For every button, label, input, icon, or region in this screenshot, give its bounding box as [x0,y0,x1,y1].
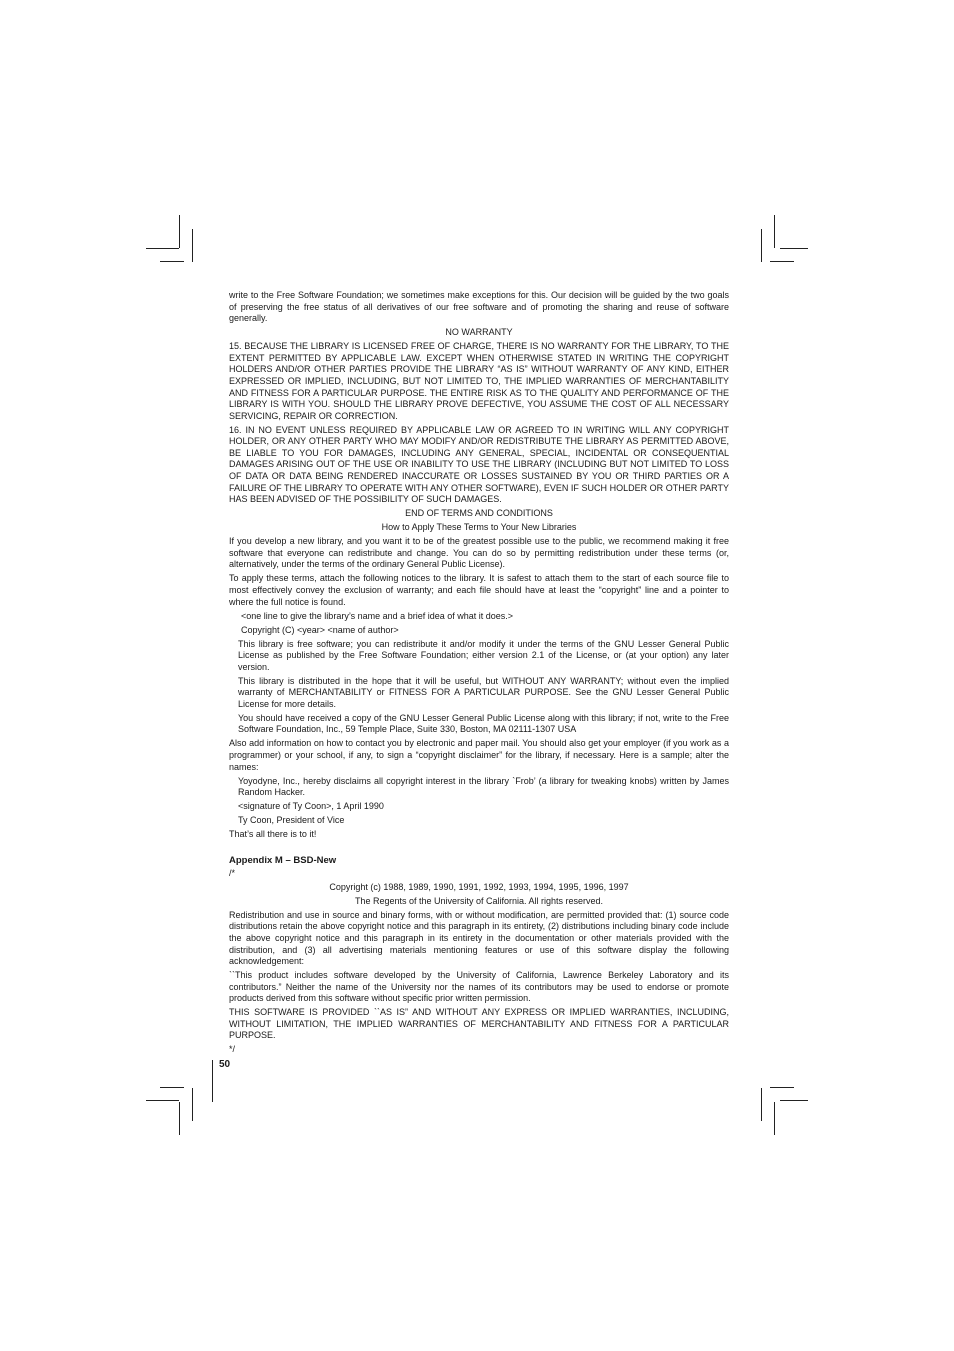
crop-mark [770,1087,794,1088]
crop-mark [192,229,193,262]
notice-line: Copyright (C) <year> <name of author> [241,624,399,635]
crop-mark [780,248,808,249]
crop-mark [770,261,794,262]
crop-mark [160,261,184,262]
notice-line: <one line to give the library’s name and a brief idea of what it does.> [241,610,514,621]
crop-mark [192,1088,193,1121]
appendix-heading: Appendix M – BSD-New [229,854,337,866]
end-of-terms-heading: END OF TERMS AND CONDITIONS [405,508,553,519]
how-to-paragraph: To apply these terms, attach the following notices to the library. It is safest to attach them to the start of each source file to most effectively convey the exclusion of warranty; and each file should have at least the “copyright” line and a pointer to where the full notice is found. [229,573,729,607]
clause-16: 16. IN NO EVENT UNLESS REQUIRED BY APPLICABLE LAW OR AGREED TO IN WRITING WILL ANY COPYRIGHT HOLDER, OR ANY OTHER PARTY WHO MAY MODIFY AND/OR REDISTRIBUTE THE LIBRARY AS PERMITTED ABOVE, BE LIABLE TO YOU FOR DAMAGES, INCLUDING ANY GENERAL, SPECIAL, INCIDENTAL OR CONSEQUENTIAL DAMAGES ARISING OUT OF THE USE OR INABILITY TO USE THE LIBRARY (INCLUDING BUT NOT LIMITED TO LOSS OF DATA OR DATA BEING RENDERED INACCURATE OR LOSSES SUSTAINED BY YOU OR THIRD PARTIES OR A FAILURE OF THE LIBRARY TO OPERATE WITH ANY OTHER SOFTWARE), EVEN IF SUCH HOLDER OR OTHER PARTY HAS BEEN ADVISED OF THE POSSIBILITY OF SUCH DAMAGES. [229,424,729,505]
notice-paragraph: This library is free software; you can redistribute it and/or modify it under the terms of the GNU Lesser General Public License as published by the Free Software Foundation; either version 2.1 of the License, or (at your option) any later version. [238,638,729,672]
crop-mark [774,215,775,248]
crop-mark [761,229,762,262]
how-to-apply-heading: How to Apply These Terms to Your New Libraries [381,522,577,533]
contact-paragraph: Also add information on how to contact you by electronic and paper mail. You should also get your employer (if you work as a programmer) or your school, if any, to sign a “copyright disclaimer” for the library, if necessary. Here is a sample; alter the names: [229,738,729,772]
clause-15: 15. BECAUSE THE LIBRARY IS LICENSED FREE OF CHARGE, THERE IS NO WARRANTY FOR THE LIBRARY, TO THE EXTENT PERMITTED BY APPLICABLE LAW. EXCEPT WHEN OTHERWISE STATED IN WRITING THE COPYRIGHT HOLDERS AND/OR OTHER PARTIES PROVIDE THE LIBRARY “AS IS” WITHOUT WARRANTY OF ANY KIND, EITHER EXPRESSED OR IMPLIED, INCLUDING, BUT NOT LIMITED TO, THE IMPLIED WARRANTIES OF MERCHANTABILITY AND FITNESS FOR A PARTICULAR PURPOSE. THE ENTIRE RISK AS TO THE QUALITY AND PERFORMANCE OF THE LIBRARY IS WITH YOU. SHOULD THE LIBRARY PROVE DEFECTIVE, YOU ASSUME THE COST OF ALL NECESSARY SERVICING, REPAIR OR CORRECTION. [229,341,729,421]
president-line: Ty Coon, President of Vice [238,815,345,826]
folio-rule [212,1060,213,1102]
notice-paragraph: This library is distributed in the hope that it will be useful, but WITHOUT ANY WARRANTY; without even the implied warranty of MERCHANTABILITY or FITNESS FOR A PARTICULAR PURPOSE. See the GNU Lesser General Public License for more details. [238,675,729,709]
comment-close: */ [229,1044,236,1055]
comment-open: /* [229,867,236,878]
crop-mark [146,1100,179,1101]
crop-mark [179,215,180,248]
regents-line: The Regents of the University of California. All rights reserved. [354,895,604,906]
warranty-disclaimer: THIS SOFTWARE IS PROVIDED ``AS IS” AND WITHOUT ANY EXPRESS OR IMPLIED WARRANTIES, INCLUDING, WITHOUT LIMITATION, THE IMPLIED WARRANTIES OF MERCHANTABILITY AND FITNESS FOR A PARTICULAR PURPOSE. [229,1007,729,1041]
lgpl-intro-paragraph: write to the Free Software Foundation; we sometimes make exceptions for this. Our decision will be guided by the two goals of preserving the free status of all derivatives of our free software and of promoting the sharing and reuse of software generally. [229,290,729,324]
copyright-line: Copyright (c) 1988, 1989, 1990, 1991, 1992, 1993, 1994, 1995, 1996, 1997 [329,881,629,892]
crop-mark [761,1088,762,1121]
sample-disclaimer: Yoyodyne, Inc., hereby disclaims all copyright interest in the library `Frob’ (a library for tweaking knobs) written by James Random Hacker. [238,775,729,798]
redistribution-paragraph: Redistribution and use in source and binary forms, with or without modification, are permitted provided that: (1) source code distributions retain the above copyright notice and this paragraph in its entirety, (2) distributions including binary code include the above copyright notice and this paragraph in its entirety in the documentation or other materials provided with the distribution, and (3) all advertising materials mentioning features or use of this software display the following acknowledgement: [229,909,729,967]
signature-line: <signature of Ty Coon>, 1 April 1990 [238,801,384,812]
no-warranty-heading: NO WARRANTY [445,327,513,338]
acknowledgement-paragraph: ``This product includes software developed by the University of California, Lawrence Berkeley Laboratory and its contributors.” Neither the name of the University nor the names of its contributors may be used to endorse or promote products derived from this software without specific prior written permission. [229,970,729,1004]
crop-mark [146,248,179,249]
crop-mark [179,1102,180,1135]
notice-paragraph: You should have received a copy of the GNU Lesser General Public License along with this library; if not, write to the Free Software Foundation, Inc., 59 Temple Place, Suite 330, Boston, MA 02111-1307 USA [238,712,729,735]
closing-line: That’s all there is to it! [229,829,317,840]
page-number: 50 [219,1059,231,1070]
crop-mark [160,1087,184,1088]
crop-mark [774,1102,775,1135]
page-body [229,290,729,1058]
crop-mark [780,1100,808,1101]
how-to-paragraph: If you develop a new library, and you want it to be of the greatest possible use to the public, we recommend making it free software that everyone can redistribute and change. You can do so by permitting redistribution under these terms (or, alternatively, under the terms of the ordinary General Public License). [229,536,729,570]
